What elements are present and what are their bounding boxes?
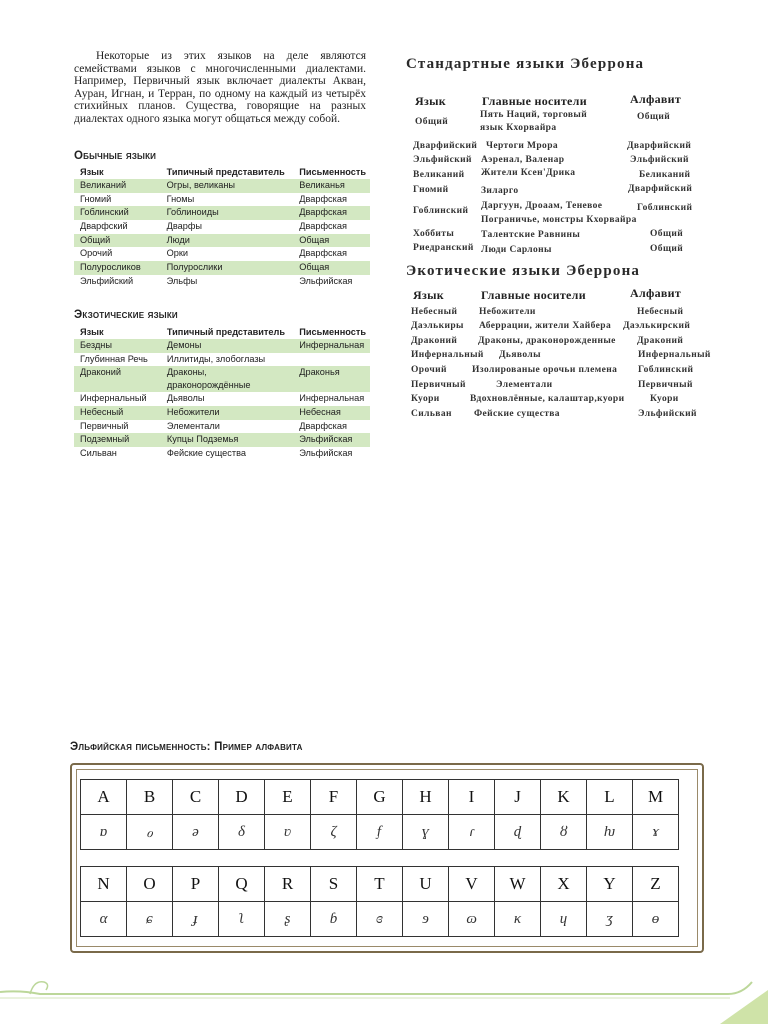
table-cell: Иллитиды, злобоглазы: [166, 353, 266, 364]
elvish-glyph: ɓ: [311, 902, 357, 937]
latin-letter: W: [495, 867, 541, 902]
table-cell: Огры, великаны: [161, 179, 294, 193]
table-cell: Дварфы: [166, 221, 203, 232]
latin-letter: F: [311, 780, 357, 815]
elvish-glyph: ʒ: [587, 902, 633, 937]
table-cell: Элементали: [496, 380, 553, 390]
table-cell: Куори: [650, 394, 679, 404]
table-cell: Дьяволы: [499, 350, 541, 360]
latin-letter: A: [81, 780, 127, 815]
column-header: Главные носители: [481, 288, 586, 302]
table-cell: Гоблинский: [74, 206, 161, 220]
table-cell: Даэлькирский: [623, 321, 691, 331]
table-cell: Люди Сарлоны: [481, 245, 552, 255]
table-row: [74, 179, 370, 193]
table-cell: Сильван: [80, 448, 117, 459]
table-cell: Драконий: [74, 366, 161, 392]
latin-letter: N: [81, 867, 127, 902]
table-cell: Орочий: [80, 248, 113, 259]
table-cell: Аберрации, жители Хайбера: [479, 321, 612, 331]
table-cell: Эльфы: [166, 275, 198, 286]
table-cell: Даэлькиры: [411, 321, 464, 331]
alphabet-grid-row2: [80, 866, 679, 937]
table-row: [74, 247, 370, 261]
table-cell: [293, 353, 370, 367]
table-cell: Дьяволы: [166, 393, 205, 404]
elvish-glyph: ℴ: [127, 815, 173, 850]
latin-letter: K: [541, 780, 587, 815]
table-cell: Полурослики: [161, 261, 294, 275]
latin-letter: P: [173, 867, 219, 902]
latin-letter: Q: [219, 867, 265, 902]
table-cell: Общая: [293, 261, 370, 275]
table-cell: Гномы: [166, 193, 195, 204]
table-cell: Небесная: [293, 406, 370, 420]
column-header: Язык: [80, 166, 104, 177]
elvish-glyph: ʋ: [265, 815, 311, 850]
table-cell: Эльфийский: [413, 155, 472, 165]
column-header: Язык: [415, 94, 446, 108]
elvish-glyph: ʂ: [265, 902, 311, 937]
table-cell: Сильван: [411, 409, 452, 419]
table-cell: Дварфская: [299, 248, 347, 259]
elvish-glyph: ɞ: [357, 902, 403, 937]
latin-letter: M: [633, 780, 679, 815]
table-row: [74, 420, 370, 434]
latin-letter: B: [127, 780, 173, 815]
table-cell: Зиларго: [481, 186, 519, 196]
table-cell: Пограничье, монстры Кхорвайра: [481, 215, 637, 225]
table-cell: Первичный: [80, 420, 129, 431]
elvish-glyph: ɷ: [449, 902, 495, 937]
table-cell: Драконы, драконорожденные: [478, 336, 616, 346]
table-cell: Великанья: [293, 179, 370, 193]
table-cell: Дварфская: [299, 420, 347, 431]
table-cell: Вдохновлённые, калаштар,куори: [470, 394, 625, 404]
table-cell: Небожители: [161, 406, 293, 420]
table-cell: Элементали: [166, 420, 220, 431]
elvish-glyph: κ: [495, 902, 541, 937]
table-cell: Пять Наций, торговый: [480, 110, 588, 120]
table-cell: Дварфийский: [413, 141, 478, 151]
table-cell: Первичный: [638, 380, 693, 390]
table-row: [74, 220, 370, 234]
table-cell: Небожители: [479, 307, 536, 317]
latin-letter: S: [311, 867, 357, 902]
elvish-glyph: ζ: [311, 815, 357, 850]
table-cell: Гоблиноиды: [161, 206, 294, 220]
eberron-standard-title: Стандартные языки Эберрона: [406, 56, 645, 72]
table-cell: Гоблинский: [638, 365, 694, 375]
elvish-glyph: ɖ: [495, 815, 541, 850]
alphabet-title: Эльфийская письменность: Пример алфавита: [70, 741, 303, 753]
table-cell: Дварфийский: [628, 184, 693, 194]
elvish-glyph: ɟ: [173, 902, 219, 937]
table-cell: Драконий: [411, 336, 458, 346]
table-row: [74, 406, 370, 420]
table-cell: Бездны: [74, 339, 161, 353]
elvish-glyph: ʅ: [219, 902, 265, 937]
table-cell: Глубинная Речь: [80, 353, 148, 364]
column-header: Алфавит: [630, 286, 682, 300]
table-cell: язык Кхорвайра: [480, 123, 557, 133]
alphabet-frame: [70, 763, 704, 953]
table-cell: Даргуун, Дроаам, Теневое: [481, 201, 603, 211]
table-cell: Эльфийский: [630, 155, 689, 165]
elvish-glyph: ɤ: [633, 815, 679, 850]
table-cell: Небесный: [74, 406, 161, 420]
table-cell: Великаний: [413, 170, 465, 180]
table-cell: Дварфская: [299, 193, 347, 204]
table-row: [74, 433, 370, 447]
table-cell: Инфернальный: [411, 350, 484, 360]
table-cell: Дварфский: [80, 221, 128, 232]
latin-letter: U: [403, 867, 449, 902]
table-cell: Люди: [161, 234, 294, 248]
latin-letter: E: [265, 780, 311, 815]
column-header: Типичный представитель: [166, 326, 286, 337]
latin-letter: G: [357, 780, 403, 815]
elvish-glyph: ȣ: [541, 815, 587, 850]
table-cell: Эльфийский: [638, 409, 697, 419]
bottom-decoration: [0, 972, 768, 1024]
table-cell: Великаний: [74, 179, 161, 193]
table-cell: Драконы, драконорождённые: [161, 366, 293, 392]
table-cell: Орки: [166, 248, 189, 259]
column-header: Письменность: [299, 166, 366, 177]
table-row: [74, 206, 370, 220]
table-cell: Беликаний: [639, 170, 691, 180]
alphabet-grid-row1: [80, 779, 679, 850]
table-cell: Инфернальная: [293, 339, 370, 353]
table-cell: Общий: [74, 234, 161, 248]
intro-paragraph: Некоторые из этих языков на деле являются семействами языков с многочисленными диалектами. Например, Первичный язык включает диалекты Акван, Ауран, Игнан, и Терран, по одному на каждый из четырёх стихийных планов. Существа, говорящие на разных диалектах одного языка могут общаться между собой.: [74, 50, 366, 125]
latin-letter: Z: [633, 867, 679, 902]
table-cell: Инфернальный: [80, 393, 147, 404]
latin-letter: T: [357, 867, 403, 902]
table-cell: Фейские существа: [166, 448, 246, 459]
elvish-glyph: ɵ: [633, 902, 679, 937]
latin-letter: L: [587, 780, 633, 815]
table-cell: Общий: [650, 244, 684, 254]
table-row: [74, 353, 370, 367]
elvish-glyph: ə: [173, 815, 219, 850]
elvish-glyph: ƕ: [587, 815, 633, 850]
table-cell: Чертоги Мрора: [486, 141, 559, 151]
table-cell: Инфернальная: [299, 393, 365, 404]
elvish-glyph: δ: [219, 815, 265, 850]
table-row: [74, 275, 370, 289]
latin-letter: D: [219, 780, 265, 815]
elvish-glyph: α: [81, 902, 127, 937]
table-cell: Дварфийский: [627, 141, 692, 151]
table-cell: Эльфийская: [293, 433, 370, 447]
table-cell: Гоблинский: [637, 203, 693, 213]
table-cell: Аэренал, Валенар: [481, 155, 565, 165]
table-cell: Жители Ксен'Дрика: [481, 168, 576, 178]
table-cell: Общий: [415, 117, 449, 127]
elvish-glyph: ɕ: [127, 902, 173, 937]
exotic-languages-title: Экзотические языки: [74, 309, 178, 321]
column-header: Главные носители: [482, 94, 587, 108]
column-header: Письменность: [299, 326, 366, 337]
table-cell: Небесный: [411, 307, 458, 317]
table-cell: Риедранский: [413, 243, 474, 253]
standard-languages-title: Обычные языки: [74, 150, 157, 162]
table-cell: Дварфская: [299, 221, 347, 232]
table-cell: Орочий: [411, 365, 447, 375]
elvish-glyph: ɒ: [81, 815, 127, 850]
table-cell: Дварфская: [293, 206, 370, 220]
elvish-glyph: ᶂ: [357, 815, 403, 850]
latin-letter: O: [127, 867, 173, 902]
table-cell: Изолированые орочьи племена: [472, 365, 618, 375]
table-row: [74, 392, 370, 406]
latin-letter: J: [495, 780, 541, 815]
table-cell: Общая: [293, 234, 370, 248]
elvish-glyph: ɘ: [403, 902, 449, 937]
exotic-languages-table: [74, 325, 370, 461]
latin-letter: Y: [587, 867, 633, 902]
table-cell: Гоблинский: [413, 206, 469, 216]
table-cell: Общий: [650, 229, 684, 239]
table-cell: Фейские существа: [474, 409, 560, 419]
table-cell: Эльфийская: [299, 448, 353, 459]
table-row: [74, 193, 370, 207]
table-row: [74, 234, 370, 248]
latin-letter: C: [173, 780, 219, 815]
column-header: Типичный представитель: [166, 166, 285, 177]
table-row: [74, 261, 370, 275]
column-header: Язык: [80, 326, 104, 337]
elvish-glyph: ɾ: [449, 815, 495, 850]
latin-letter: X: [541, 867, 587, 902]
table-cell: Инфернальный: [638, 350, 711, 360]
table-row: [74, 366, 370, 392]
standard-languages-table: [74, 165, 370, 289]
latin-letter: H: [403, 780, 449, 815]
latin-letter: R: [265, 867, 311, 902]
elvish-glyph: ɣ: [403, 815, 449, 850]
table-row: [74, 447, 370, 461]
table-cell: Гномий: [413, 185, 449, 195]
table-cell: Общий: [637, 112, 671, 122]
eberron-exotic-title: Экотические языки Эберрона: [406, 263, 641, 279]
table-cell: Подземный: [74, 433, 161, 447]
column-header: Алфавит: [630, 92, 682, 106]
table-cell: Талентские Равнины: [481, 230, 581, 240]
table-cell: Драконий: [637, 336, 684, 346]
table-cell: Полуросликов: [74, 261, 161, 275]
table-row: [74, 339, 370, 353]
table-cell: Первичный: [411, 380, 466, 390]
table-cell: Демоны: [161, 339, 293, 353]
table-cell: Эльфийский: [80, 275, 134, 286]
table-cell: Небесный: [637, 307, 684, 317]
column-header: Язык: [413, 288, 444, 302]
table-cell: Хоббиты: [413, 229, 455, 239]
table-cell: Куори: [411, 394, 440, 404]
table-cell: Купцы Подземья: [161, 433, 293, 447]
table-cell: Гномий: [80, 193, 112, 204]
latin-letter: V: [449, 867, 495, 902]
elvish-glyph: ɥ: [541, 902, 587, 937]
table-cell: Эльфийская: [299, 275, 353, 286]
latin-letter: I: [449, 780, 495, 815]
table-cell: Драконья: [293, 366, 370, 392]
